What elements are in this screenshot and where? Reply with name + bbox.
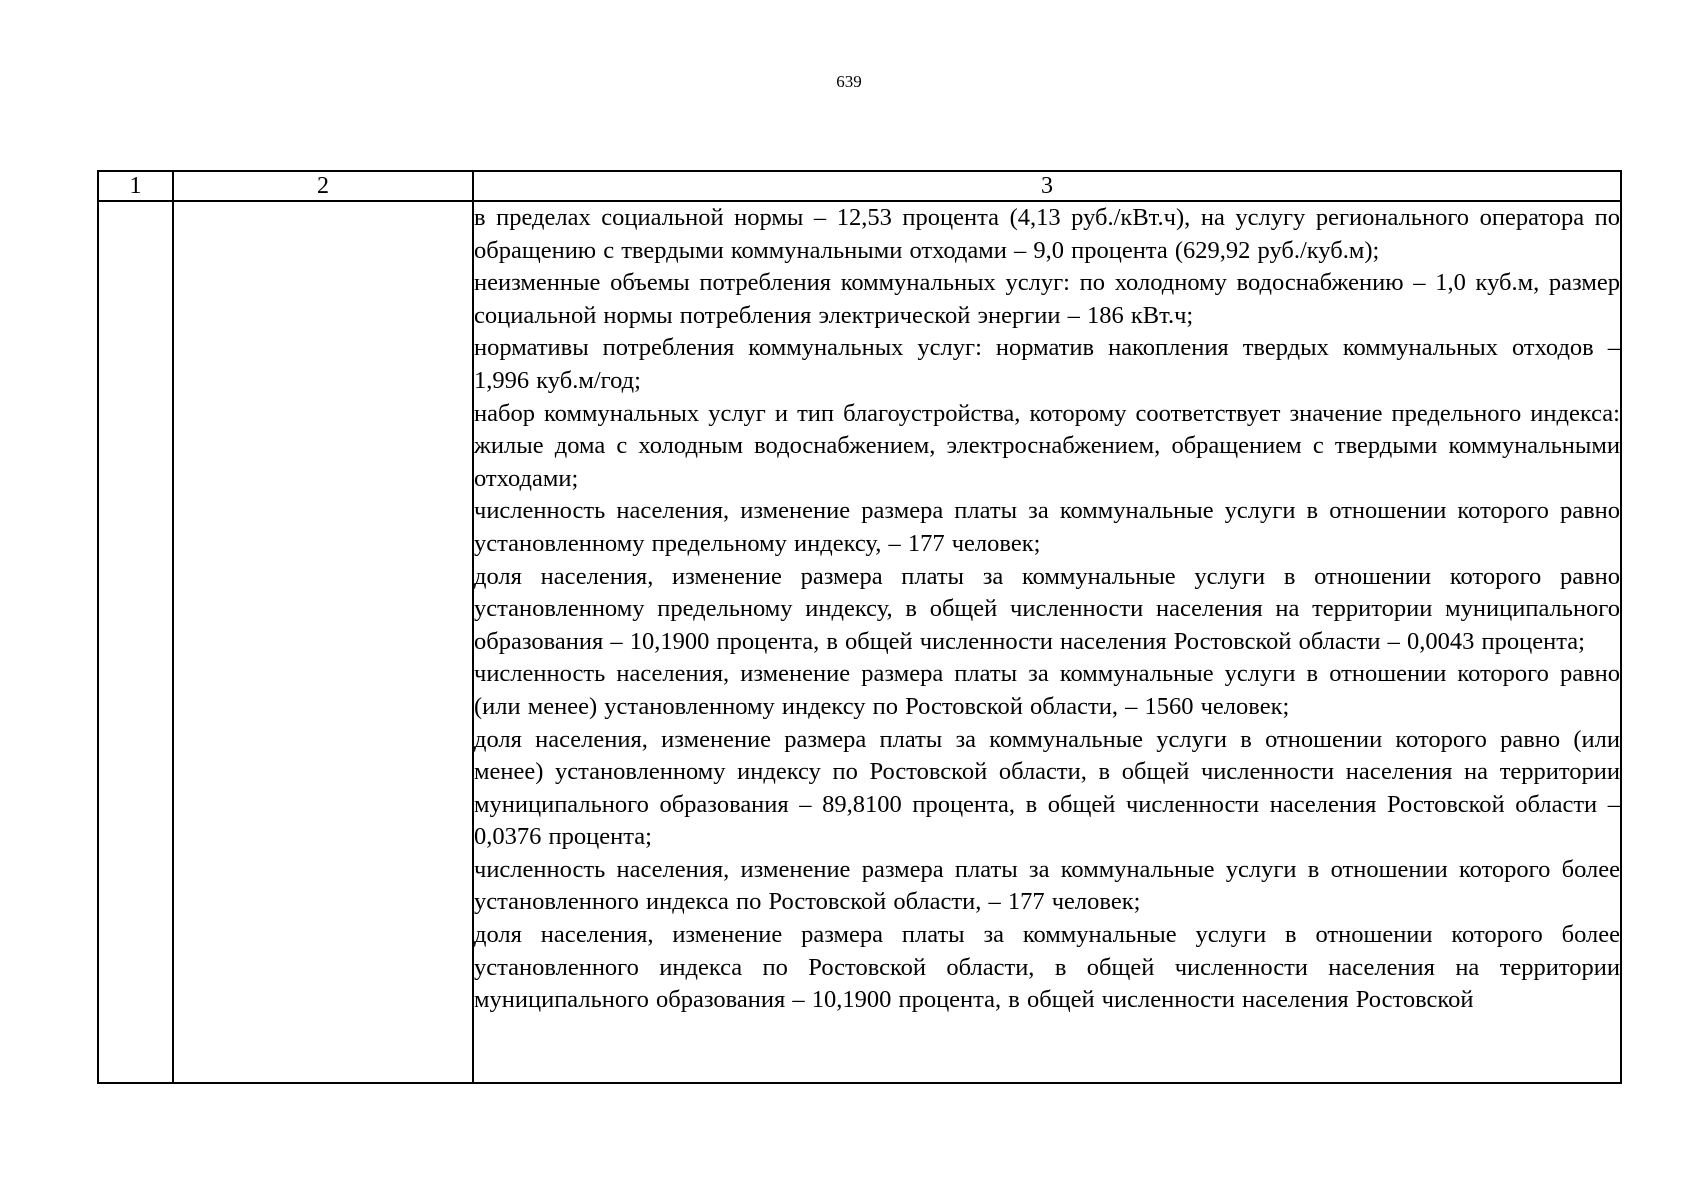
paragraph: доля населения, изменение размера платы за коммунальные услуги в отношении которого равно (или менее) установленному индексу по Ростовской области, в общей численности населения на территории муниципального образования – 89,8100 процента, в общей численности населения Ростовской области – 0,0376 процента; (474, 725, 1620, 851)
column-header-1: 1 (98, 171, 173, 201)
cell-col-3 (473, 201, 1621, 1083)
page-number: 639 (836, 72, 862, 91)
cell-col-2 (173, 201, 473, 1083)
table-row (98, 201, 1621, 1083)
paragraph: доля населения, изменение размера платы за коммунальные услуги в отношении которого равно установленному предельному индексу, в общей численности населения на территории муниципального образования – 10,1900 процента, в общей численности населения Ростовской области – 0,0043 процента; (474, 562, 1620, 655)
column-header-3: 3 (473, 171, 1621, 201)
paragraph: в пределах социальной нормы – 12,53 процента (4,13 руб./кВт.ч), на услугу регионального оператора по обращению с твердыми коммунальными отходами – 9,0 процента (629,92 руб./куб.м); (474, 204, 1620, 264)
column-header-2: 2 (173, 171, 473, 201)
paragraph: набор коммунальных услуг и тип благоустройства, которому соответствует значение предельного индекса: жилые дома с холодным водоснабжением, электроснабжением, обращением с твердыми коммунальными отходами; (474, 399, 1620, 492)
table-header-row (98, 171, 1621, 201)
paragraph: нормативы потребления коммунальных услуг: норматив накопления твердых коммунальных отходов – 1,996 куб.м/год; (474, 334, 1620, 394)
paragraph: неизменные объемы потребления коммунальных услуг: по холодному водоснабжению – 1,0 куб.м, размер социальной нормы потребления электрической энергии – 186 кВт.ч; (474, 269, 1620, 329)
document-table (97, 170, 1622, 1084)
paragraph: численность населения, изменение размера платы за коммунальные услуги в отношении которого более установленного индекса по Ростовской области, – 177 человек; (474, 855, 1620, 916)
cell-col-1 (98, 201, 173, 1083)
paragraph: численность населения, изменение размера платы за коммунальные услуги в отношении которого равно установленному предельному индексу, – 177 человек; (474, 497, 1620, 557)
paragraph: доля населения, изменение размера платы за коммунальные услуги в отношении которого более установленного индекса по Ростовской области, в общей численности населения на территории муниципального образования – 10,1900 процента, в общей численности населения Ростовской (474, 921, 1620, 1014)
paragraph: численность населения, изменение размера платы за коммунальные услуги в отношении которого равно (или менее) установленному индексу по Ростовской области, – 1560 человек; (474, 660, 1620, 720)
